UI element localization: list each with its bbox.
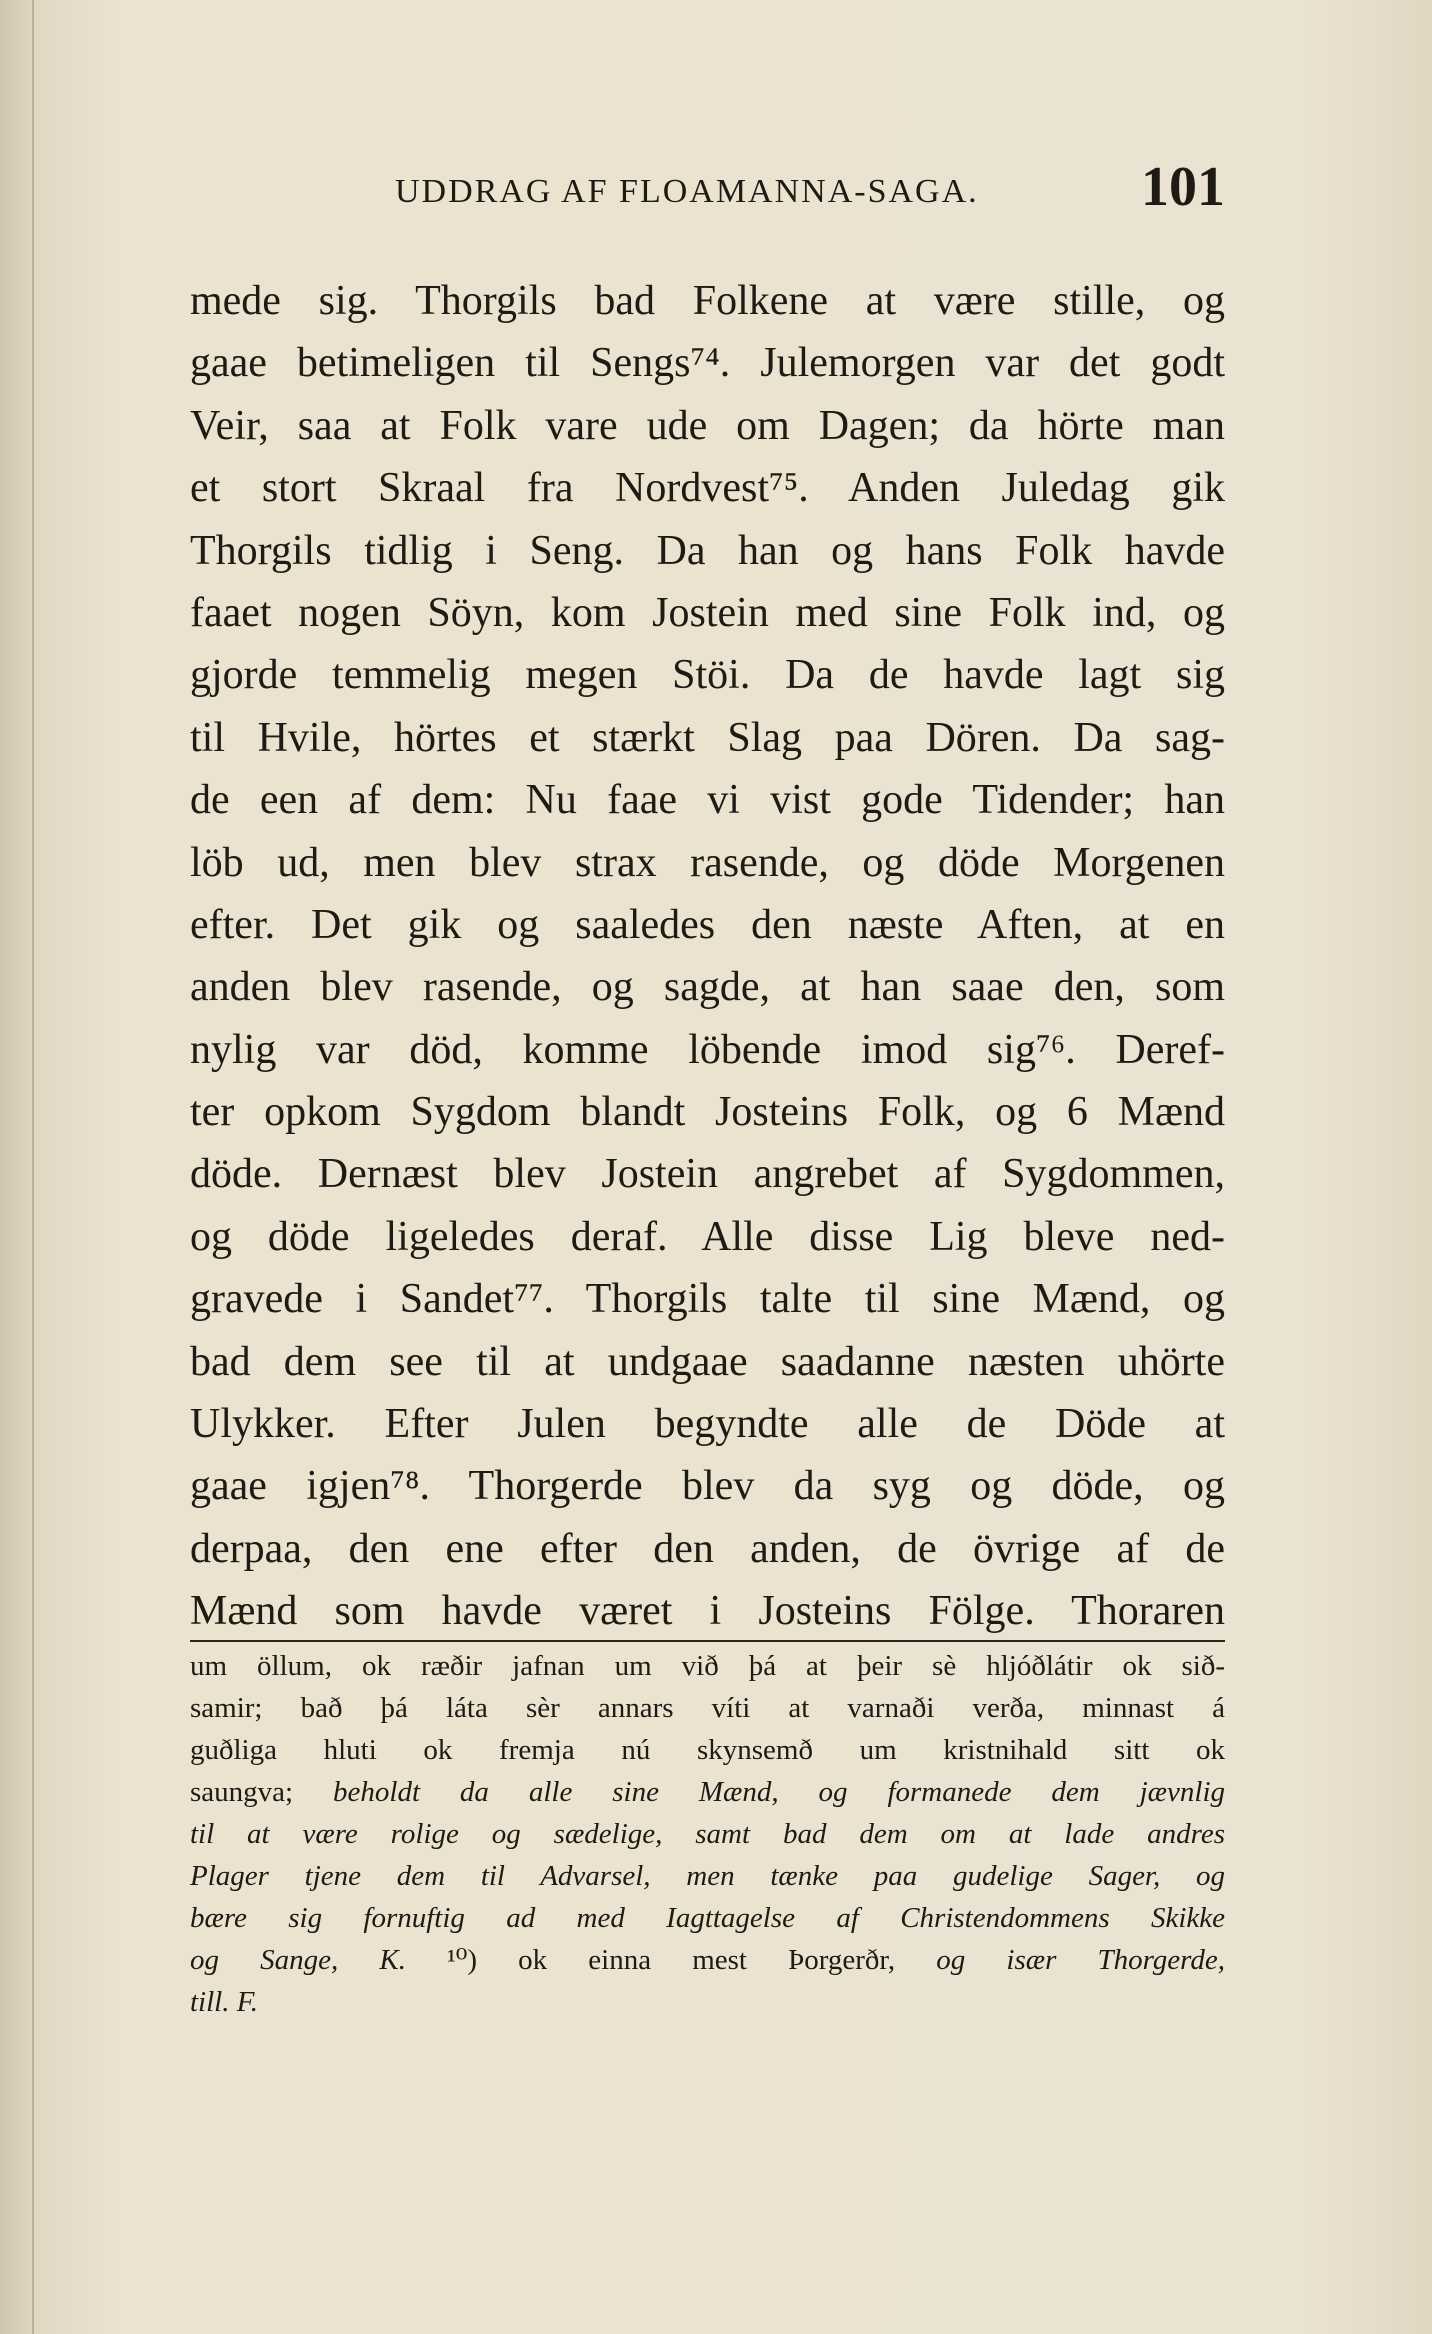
footnote-line-mixed — [190, 1939, 1225, 1981]
text-line: Thorgils tidlig i Seng. Da han og hans Folk havde — [190, 527, 1225, 574]
text-line: gravede i Sandet⁷⁷. Thorgils talte til sine Mænd, og — [190, 1276, 1225, 1323]
text-line: anden blev rasende, og sagde, at han saae den, som — [190, 964, 1225, 1011]
text-line: derpaa, den ene efter den anden, de övrige af de — [190, 1525, 1225, 1572]
text-line: de een af dem: Nu faae vi vist gode Tidender; han — [190, 777, 1225, 824]
text-line: nylig var död, komme löbende imod sig⁷⁶. Deref- — [190, 1026, 1225, 1073]
footnote-line: til at være rolige og sædelige, samt bad dem om at lade andres — [190, 1818, 1225, 1850]
footnote-line: um öllum, ok ræðir jafnan um við þá at þeir sè hljóðlátir ok sið- — [190, 1650, 1225, 1682]
footnote — [190, 1645, 1225, 2023]
text-line: gaae igjen⁷⁸. Thorgerde blev da syg og döde, og — [190, 1463, 1225, 1510]
text-line: ter opkom Sygdom blandt Josteins Folk, og 6 Mænd — [190, 1089, 1225, 1136]
text-line: Mænd som havde været i Josteins Fölge. Thoraren — [190, 1588, 1225, 1635]
footnote-line-mixed — [190, 1771, 1225, 1813]
text-line: faaet nogen Söyn, kom Jostein med sine Folk ind, og — [190, 589, 1225, 636]
text-line: döde. Dernæst blev Jostein angrebet af Sygdommen, — [190, 1151, 1225, 1198]
main-text — [190, 270, 1225, 1643]
footnote-roman-segment: ¹⁰) ok einna mest Þorgerðr, — [447, 1944, 896, 1976]
page-header — [395, 155, 1225, 245]
text-line: bad dem see til at undgaae saadanne næsten uhörte — [190, 1338, 1225, 1385]
footnote-italic-segment: og Sange, K. — [190, 1944, 406, 1976]
text-line: gjorde temmelig megen Stöi. Da de havde lagt sig — [190, 652, 1225, 699]
footnote-roman-segment: saungva; — [190, 1776, 294, 1808]
text-line: til Hvile, hörtes et stærkt Slag paa Dören. Da sag- — [190, 714, 1225, 761]
footnote-line: Plager tjene dem til Advarsel, men tænke paa gudelige Sager, og — [190, 1860, 1225, 1892]
footnote-line: samir; bað þá láta sèr annars víti at varnaði verða, minnast á — [190, 1692, 1225, 1724]
footnote-rule — [190, 1640, 1225, 1642]
footnote-italic-segment: beholdt da alle sine Mænd, og formanede dem jævnlig — [333, 1776, 1226, 1808]
text-line: og döde ligeledes deraf. Alle disse Lig bleve ned- — [190, 1213, 1225, 1260]
running-title: UDDRAG AF FLOAMANNA-SAGA. — [395, 173, 979, 210]
footnote-line: bære sig fornuftig ad med Iagttagelse af Christendommens Skikke — [190, 1902, 1225, 1934]
text-line: gaae betimeligen til Sengs⁷⁴. Julemorgen var det godt — [190, 340, 1225, 387]
text-line: Veir, saa at Folk vare ude om Dagen; da hörte man — [190, 402, 1225, 449]
text-line: et stort Skraal fra Nordvest⁷⁵. Anden Juledag gik — [190, 465, 1225, 512]
footnote-line: guðliga hluti ok fremja nú skynsemð um kristnihald sitt ok — [190, 1734, 1225, 1766]
text-line: efter. Det gik og saaledes den næste Aften, at en — [190, 901, 1225, 948]
text-line: Ulykker. Efter Julen begyndte alle de Döde at — [190, 1401, 1225, 1448]
footnote-italic-segment: og især Thorgerde, — [936, 1944, 1226, 1976]
text-line: löb ud, men blev strax rasende, og döde Morgenen — [190, 839, 1225, 886]
page-number: 101 — [1141, 156, 1225, 218]
page-gutter — [32, 0, 34, 2334]
footnote-line: till. F. — [190, 1986, 258, 2018]
text-line: mede sig. Thorgils bad Folkene at være stille, og — [190, 278, 1225, 324]
